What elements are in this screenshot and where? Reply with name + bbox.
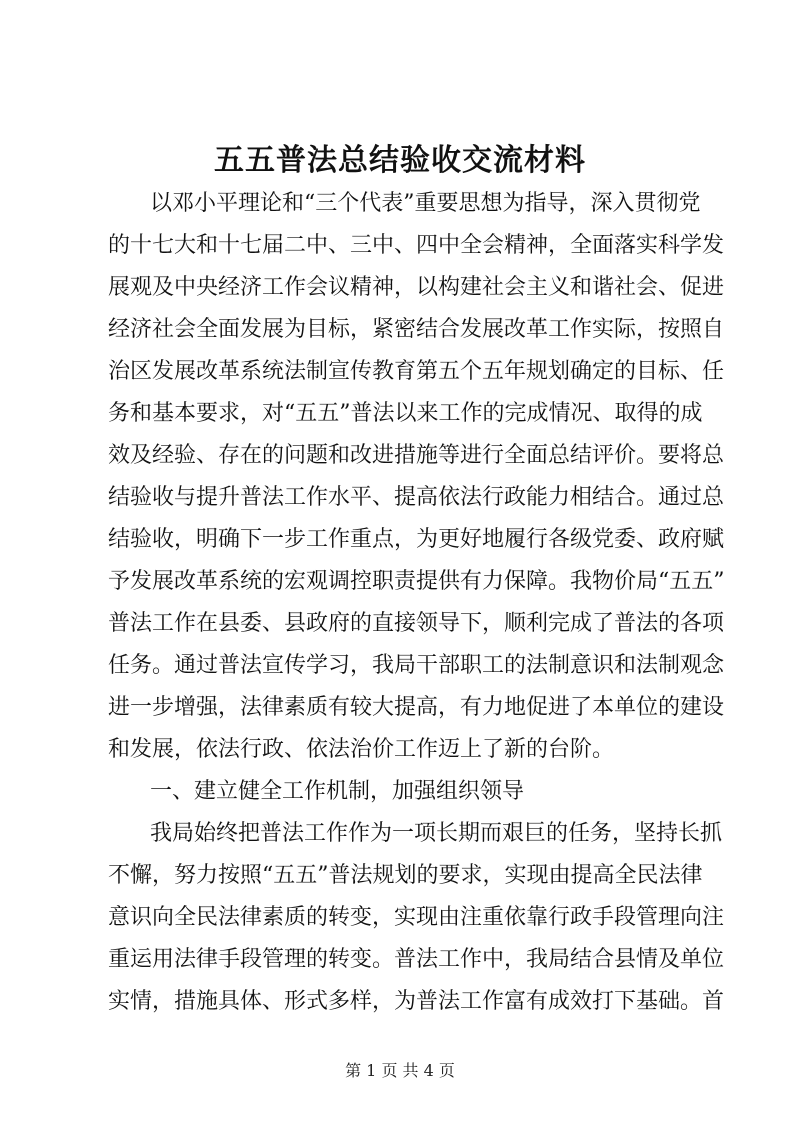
- paragraph-line: 实情，措施具体、形式多样，为普法工作富有成效打下基础。首: [108, 989, 725, 1014]
- paragraph-line: 务和基本要求，对“五五”普法以来工作的完成情况、取得的成: [108, 401, 703, 426]
- paragraph-line: 结验收与提升普法工作水平、提高依法行政能力相结合。通过总: [108, 485, 725, 510]
- paragraph-line: 任务。通过普法宣传学习，我局干部职工的法制意识和法制观念: [108, 653, 725, 678]
- paragraph-line: 重运用法律手段管理的转变。普法工作中，我局结合县情及单位: [108, 947, 725, 972]
- paragraph-line: 治区发展改革系统法制宣传教育第五个五年规划确定的目标、任: [108, 359, 725, 384]
- paragraph-line: 予发展改革系统的宏观调控职责提供有力保障。我物价局“五五”: [108, 569, 725, 594]
- paragraph-line: 普法工作在县委、县政府的直接领导下，顺利完成了普法的各项: [108, 611, 725, 636]
- paragraph-line: 我局始终把普法工作作为一项长期而艰巨的任务，坚持长抓: [150, 821, 723, 846]
- paragraph-line: 和发展，依法行政、依法治价工作迈上了新的台阶。: [108, 737, 615, 762]
- paragraph-line: 效及经验、存在的问题和改进措施等进行全面总结评价。要将总: [108, 443, 725, 468]
- paragraph-line: 不懈，努力按照“五五”普法规划的要求，实现由提高全民法律: [108, 863, 703, 888]
- paragraph-line: 以邓小平理论和“三个代表”重要思想为指导，深入贯彻党: [150, 191, 701, 216]
- paragraph-line: 的十七大和十七届二中、三中、四中全会精神，全面落实科学发: [108, 233, 725, 258]
- paragraph-line: 进一步增强，法律素质有较大提高，有力地促进了本单位的建设: [108, 695, 725, 720]
- paragraph-line: 结验收，明确下一步工作重点，为更好地履行各级党委、政府赋: [108, 527, 725, 552]
- paragraph-line: 意识向全民法律素质的转变，实现由注重依靠行政手段管理向注: [108, 905, 725, 930]
- page-footer: 第 1 页 共 4 页: [345, 1061, 455, 1080]
- paragraph-line: 经济社会全面发展为目标，紧密结合发展改革工作实际，按照自: [108, 317, 725, 342]
- paragraph-line: 展观及中央经济工作会议精神，以构建社会主义和谐社会、促进: [108, 275, 725, 300]
- document-title: 五五普法总结验收交流材料: [214, 143, 586, 178]
- section-heading: 一、建立健全工作机制，加强组织领导: [150, 779, 525, 804]
